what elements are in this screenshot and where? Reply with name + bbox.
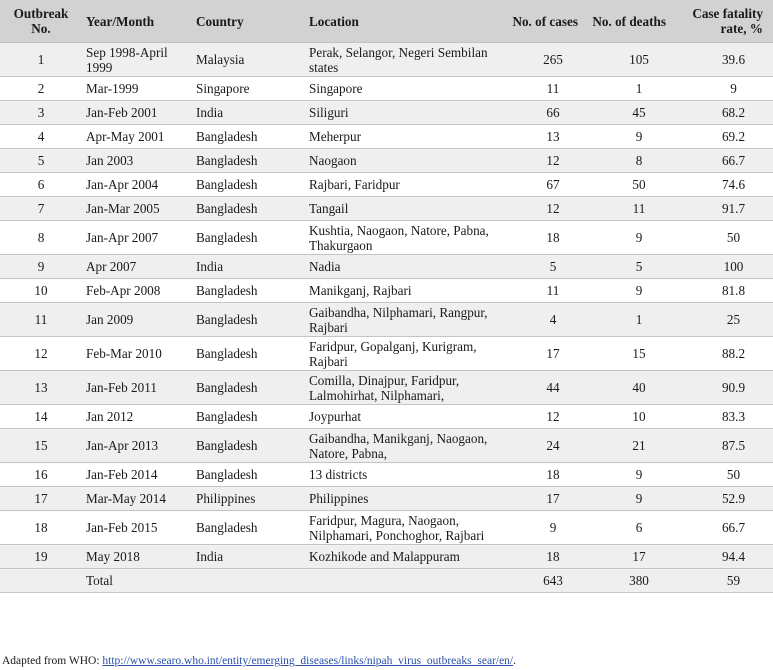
row-outbreak-no: 7 bbox=[0, 197, 82, 221]
table-row bbox=[0, 149, 773, 173]
row-country: India bbox=[192, 255, 305, 279]
row-cases: 13 bbox=[500, 125, 588, 149]
row-cases: 18 bbox=[500, 463, 588, 487]
table-row bbox=[0, 511, 773, 545]
row-country: Bangladesh bbox=[192, 337, 305, 371]
row-location: Philippines bbox=[305, 487, 500, 511]
table-row bbox=[0, 101, 773, 125]
table-body bbox=[0, 43, 773, 569]
total-cases: 643 bbox=[500, 569, 588, 593]
row-case-fatality-rate: 90.9 bbox=[676, 371, 773, 405]
row-case-fatality-rate: 87.5 bbox=[676, 429, 773, 463]
header-cases: No. of cases bbox=[512, 13, 578, 29]
row-location: Rajbari, Faridpur bbox=[305, 173, 500, 197]
row-cases: 66 bbox=[500, 101, 588, 125]
total-label: Total bbox=[82, 569, 192, 593]
who-source-link[interactable]: http://www.searo.who.int/entity/emerging_diseases/links/nipah_virus_outbreaks_sear/en/ bbox=[102, 655, 514, 667]
row-case-fatality-rate: 66.7 bbox=[676, 149, 773, 173]
footnote-suffix: . bbox=[513, 655, 516, 667]
row-country: Bangladesh bbox=[192, 173, 305, 197]
row-location: Kozhikode and Malappuram bbox=[305, 545, 500, 569]
header-location: Location bbox=[309, 13, 359, 29]
total-cfr: 59 bbox=[676, 569, 773, 593]
row-cases: 9 bbox=[500, 511, 588, 545]
row-year-month: Jan 2012 bbox=[82, 405, 192, 429]
row-deaths: 11 bbox=[588, 197, 676, 221]
row-cases: 18 bbox=[500, 545, 588, 569]
row-outbreak-no: 5 bbox=[0, 149, 82, 173]
row-location: Siliguri bbox=[305, 101, 500, 125]
table-row bbox=[0, 279, 773, 303]
row-year-month: Jan-Apr 2007 bbox=[82, 221, 192, 255]
row-year-month: Jan-Apr 2013 bbox=[82, 429, 192, 463]
row-year-month: Apr-May 2001 bbox=[82, 125, 192, 149]
row-deaths: 6 bbox=[588, 511, 676, 545]
row-outbreak-no: 2 bbox=[0, 77, 82, 101]
row-outbreak-no: 19 bbox=[0, 545, 82, 569]
total-deaths: 380 bbox=[588, 569, 676, 593]
row-deaths: 45 bbox=[588, 101, 676, 125]
row-outbreak-no: 6 bbox=[0, 173, 82, 197]
row-location: Perak, Selangor, Negeri Sembilan states bbox=[305, 43, 500, 77]
table-row bbox=[0, 405, 773, 429]
row-year-month: May 2018 bbox=[82, 545, 192, 569]
row-cases: 12 bbox=[500, 405, 588, 429]
row-year-month: Jan 2009 bbox=[82, 303, 192, 337]
row-case-fatality-rate: 68.2 bbox=[676, 101, 773, 125]
row-location: Tangail bbox=[305, 197, 500, 221]
table-row bbox=[0, 125, 773, 149]
row-outbreak-no: 18 bbox=[0, 511, 82, 545]
table-row bbox=[0, 197, 773, 221]
row-year-month: Feb-Mar 2010 bbox=[82, 337, 192, 371]
row-outbreak-no: 12 bbox=[0, 337, 82, 371]
row-outbreak-no: 10 bbox=[0, 279, 82, 303]
row-deaths: 9 bbox=[588, 463, 676, 487]
row-outbreak-no: 11 bbox=[0, 303, 82, 337]
header-country: Country bbox=[196, 13, 244, 29]
footnote-prefix: Adapted from WHO: bbox=[2, 655, 103, 667]
row-country: India bbox=[192, 545, 305, 569]
row-year-month: Mar-May 2014 bbox=[82, 487, 192, 511]
table-row bbox=[0, 221, 773, 255]
row-country: Bangladesh bbox=[192, 149, 305, 173]
row-outbreak-no: 4 bbox=[0, 125, 82, 149]
row-country: Bangladesh bbox=[192, 405, 305, 429]
row-outbreak-no: 1 bbox=[0, 43, 82, 77]
row-year-month: Jan-Mar 2005 bbox=[82, 197, 192, 221]
row-cases: 12 bbox=[500, 149, 588, 173]
row-location: Gaibandha, Manikganj, Naogaon, Natore, Pabna, bbox=[305, 429, 500, 463]
row-country: Malaysia bbox=[192, 43, 305, 77]
row-year-month: Jan-Feb 2015 bbox=[82, 511, 192, 545]
table-row bbox=[0, 337, 773, 371]
total-row bbox=[0, 569, 773, 593]
row-location: Manikganj, Rajbari bbox=[305, 279, 500, 303]
row-cases: 67 bbox=[500, 173, 588, 197]
row-deaths: 1 bbox=[588, 77, 676, 101]
row-deaths: 8 bbox=[588, 149, 676, 173]
row-outbreak-no: 9 bbox=[0, 255, 82, 279]
row-location: Meherpur bbox=[305, 125, 500, 149]
row-cases: 44 bbox=[500, 371, 588, 405]
row-country: Bangladesh bbox=[192, 511, 305, 545]
row-case-fatality-rate: 94.4 bbox=[676, 545, 773, 569]
row-year-month: Sep 1998-April 1999 bbox=[82, 43, 192, 77]
row-outbreak-no: 15 bbox=[0, 429, 82, 463]
row-year-month: Feb-Apr 2008 bbox=[82, 279, 192, 303]
row-year-month: Jan 2003 bbox=[82, 149, 192, 173]
row-case-fatality-rate: 9 bbox=[676, 77, 773, 101]
table-row bbox=[0, 303, 773, 337]
row-cases: 17 bbox=[500, 487, 588, 511]
row-deaths: 105 bbox=[588, 43, 676, 77]
row-case-fatality-rate: 81.8 bbox=[676, 279, 773, 303]
table-header bbox=[0, 0, 773, 43]
row-deaths: 1 bbox=[588, 303, 676, 337]
row-case-fatality-rate: 50 bbox=[676, 463, 773, 487]
row-case-fatality-rate: 52.9 bbox=[676, 487, 773, 511]
row-case-fatality-rate: 69.2 bbox=[676, 125, 773, 149]
header-deaths: No. of deaths bbox=[592, 13, 666, 29]
row-case-fatality-rate: 66.7 bbox=[676, 511, 773, 545]
row-cases: 24 bbox=[500, 429, 588, 463]
row-cases: 4 bbox=[500, 303, 588, 337]
table-row bbox=[0, 545, 773, 569]
row-country: Bangladesh bbox=[192, 303, 305, 337]
row-case-fatality-rate: 83.3 bbox=[676, 405, 773, 429]
row-year-month: Mar-1999 bbox=[82, 77, 192, 101]
row-deaths: 40 bbox=[588, 371, 676, 405]
total-no-cell bbox=[0, 569, 82, 593]
row-location: Faridpur, Gopalganj, Kurigram, Rajbari bbox=[305, 337, 500, 371]
table-row bbox=[0, 43, 773, 77]
row-deaths: 9 bbox=[588, 487, 676, 511]
row-year-month: Jan-Feb 2014 bbox=[82, 463, 192, 487]
row-cases: 11 bbox=[500, 279, 588, 303]
table-row bbox=[0, 77, 773, 101]
header-row bbox=[0, 0, 773, 43]
source-footnote bbox=[2, 655, 516, 668]
row-case-fatality-rate: 91.7 bbox=[676, 197, 773, 221]
row-location: Faridpur, Magura, Naogaon, Nilphamari, Ponchoghor, Rajbari bbox=[305, 511, 500, 545]
row-country: Bangladesh bbox=[192, 125, 305, 149]
table-total bbox=[0, 569, 773, 593]
row-deaths: 10 bbox=[588, 405, 676, 429]
row-location: Nadia bbox=[305, 255, 500, 279]
total-country-cell bbox=[192, 569, 305, 593]
row-location: 13 districts bbox=[305, 463, 500, 487]
row-outbreak-no: 13 bbox=[0, 371, 82, 405]
row-country: Bangladesh bbox=[192, 371, 305, 405]
row-outbreak-no: 14 bbox=[0, 405, 82, 429]
row-deaths: 15 bbox=[588, 337, 676, 371]
row-location: Comilla, Dinajpur, Faridpur, Lalmohirhat, Nilphamari, bbox=[305, 371, 500, 405]
row-outbreak-no: 8 bbox=[0, 221, 82, 255]
row-location: Joypurhat bbox=[305, 405, 500, 429]
row-location: Naogaon bbox=[305, 149, 500, 173]
row-cases: 12 bbox=[500, 197, 588, 221]
row-cases: 11 bbox=[500, 77, 588, 101]
row-outbreak-no: 3 bbox=[0, 101, 82, 125]
row-case-fatality-rate: 39.6 bbox=[676, 43, 773, 77]
row-deaths: 50 bbox=[588, 173, 676, 197]
row-outbreak-no: 17 bbox=[0, 487, 82, 511]
table-row bbox=[0, 487, 773, 511]
row-country: Bangladesh bbox=[192, 279, 305, 303]
row-case-fatality-rate: 25 bbox=[676, 303, 773, 337]
row-country: Bangladesh bbox=[192, 429, 305, 463]
table-row bbox=[0, 371, 773, 405]
row-country: Philippines bbox=[192, 487, 305, 511]
row-year-month: Apr 2007 bbox=[82, 255, 192, 279]
row-country: Bangladesh bbox=[192, 197, 305, 221]
row-deaths: 5 bbox=[588, 255, 676, 279]
row-country: Bangladesh bbox=[192, 221, 305, 255]
table-row bbox=[0, 463, 773, 487]
row-country: India bbox=[192, 101, 305, 125]
header-outbreak-no: Outbreak No. bbox=[13, 6, 69, 36]
row-deaths: 9 bbox=[588, 279, 676, 303]
row-cases: 18 bbox=[500, 221, 588, 255]
row-case-fatality-rate: 50 bbox=[676, 221, 773, 255]
row-case-fatality-rate: 100 bbox=[676, 255, 773, 279]
row-year-month: Jan-Apr 2004 bbox=[82, 173, 192, 197]
row-country: Bangladesh bbox=[192, 463, 305, 487]
row-country: Singapore bbox=[192, 77, 305, 101]
table-row bbox=[0, 255, 773, 279]
row-location: Singapore bbox=[305, 77, 500, 101]
row-deaths: 9 bbox=[588, 221, 676, 255]
total-location-cell bbox=[305, 569, 500, 593]
row-cases: 17 bbox=[500, 337, 588, 371]
row-case-fatality-rate: 88.2 bbox=[676, 337, 773, 371]
row-deaths: 9 bbox=[588, 125, 676, 149]
row-cases: 5 bbox=[500, 255, 588, 279]
row-case-fatality-rate: 74.6 bbox=[676, 173, 773, 197]
row-deaths: 21 bbox=[588, 429, 676, 463]
row-year-month: Jan-Feb 2011 bbox=[82, 371, 192, 405]
table-row bbox=[0, 429, 773, 463]
row-location: Kushtia, Naogaon, Natore, Pabna, Thakurgaon bbox=[305, 221, 500, 255]
row-location: Gaibandha, Nilphamari, Rangpur, Rajbari bbox=[305, 303, 500, 337]
header-year-month: Year/Month bbox=[86, 13, 155, 29]
header-case-fatality-rate: Case fatality rate, % bbox=[692, 6, 763, 36]
row-deaths: 17 bbox=[588, 545, 676, 569]
row-outbreak-no: 16 bbox=[0, 463, 82, 487]
row-cases: 265 bbox=[500, 43, 588, 77]
table-row bbox=[0, 173, 773, 197]
row-year-month: Jan-Feb 2001 bbox=[82, 101, 192, 125]
